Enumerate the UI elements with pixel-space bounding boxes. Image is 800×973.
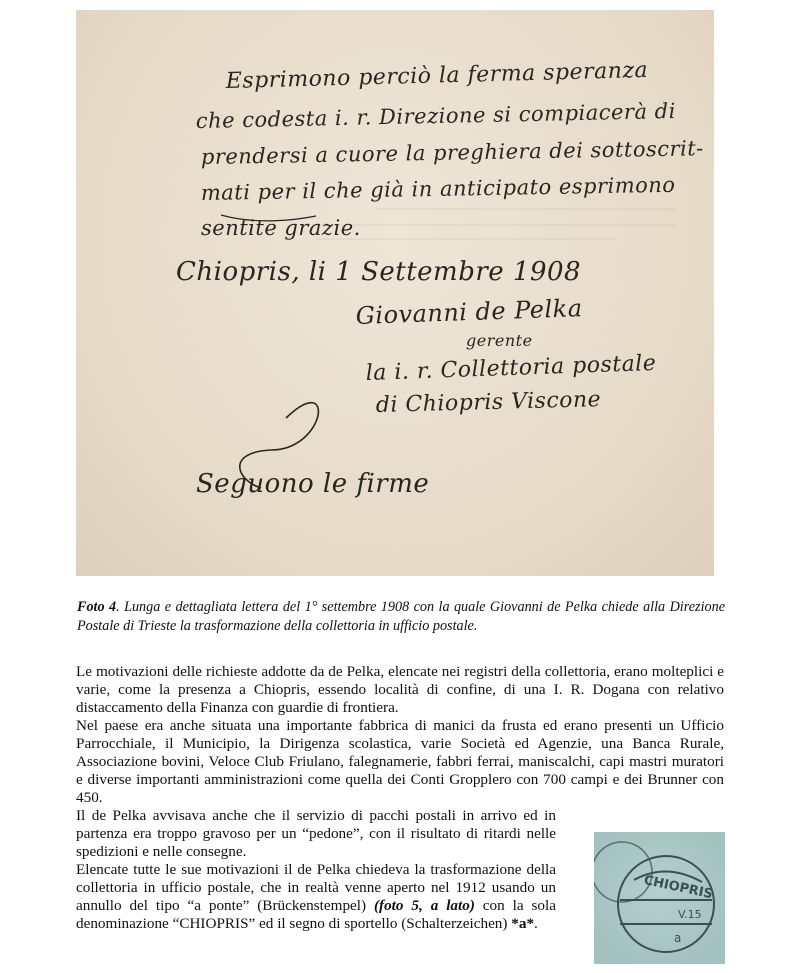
signature-office: la i. r. Collettoria postale <box>365 350 657 386</box>
postmark-photo <box>594 832 725 964</box>
paragraph-4-text-b: con la sola denominazione “CHIOPRIS” ed il segno di sportello (Schalterzeichen) <box>76 897 556 932</box>
paragraph-3: Il de Pelka avvisava anche che il servizio di pacchi postali in arrivo ed in partenza era troppo gravoso per un “pedone”, con il risultato di ritardi nelle spedizioni e nelle consegne. <box>76 807 556 860</box>
postmark-name: CHIOPRIS <box>642 872 714 903</box>
photo-reference: (foto 5, a lato) <box>373 897 475 914</box>
handwriting <box>76 10 714 576</box>
paragraph-1: Le motivazioni delle richieste addotte da de Pelka, elencate nei registri della collettoria, erano molteplici e varie, come la presenza a Chiopris, essendo località di confine, di una I. R. Dogana con relativo distaccamento della Finanza con guardie di frontiera. <box>76 663 724 716</box>
postmark-drawing <box>594 832 725 964</box>
paragraph-4-end: . <box>534 915 538 932</box>
paragraph-2: Nel paese era anche situata una importante fabbrica di manici da frusta ed erano presenti un Ufficio Parrocchiale, il Municipio, la Dirigenza scolastica, varie Società ed Agenzie, una Banca Rurale, Associazione bovini, Veloce Club Friulano, falegnamerie, fabbri ferrai, maniscalchi, capi mastri muratori e diverse importanti amministrazioni come quella dei Conti Gropplero con 700 campi e dei Brunner con 450. <box>76 717 724 806</box>
letter-date: Chiopris, li 1 Settembre 1908 <box>176 257 582 287</box>
letter-line-5: sentite grazie. <box>201 216 361 240</box>
postmark-date: V.15 <box>678 908 702 921</box>
letter-closing: Seguono le firme <box>196 469 430 499</box>
paragraph-4-text-a: Elencate tutte le sue motivazioni il de Pelka chiedeva la trasformazione della collettoria in ufficio postale, che in realtà venne aperto nel 1912 usando un annullo del tipo “a ponte” (Brückenstempel) <box>76 861 556 914</box>
postmark-letter: a <box>674 931 682 945</box>
signature-role: gerente <box>466 331 533 350</box>
signature-name: Giovanni de Pelka <box>355 294 583 330</box>
photo-caption <box>77 598 725 636</box>
letter-line-4: mati per il che già in anticipato esprimono <box>200 172 676 205</box>
letter-line-3: prendersi a cuore la preghiera dei sottoscrit- <box>200 136 704 169</box>
counter-mark: *a* <box>511 915 535 932</box>
paragraph-4 <box>76 861 556 933</box>
caption-label: Foto 4 <box>77 599 117 615</box>
letter-line-1: Esprimono perciò la ferma speranza <box>225 57 649 94</box>
letter-line-2: che codesta i. r. Direzione si compiacerà di <box>195 98 677 133</box>
caption-text: . Lunga e dettagliata lettera del 1° settembre 1908 con la quale Giovanni de Pelka chiede alla Direzione Postale di Trieste la trasformazione della collettoria in ufficio postale. <box>77 599 725 634</box>
signature-place: di Chiopris Viscone <box>375 387 602 418</box>
letter-photo <box>76 10 714 576</box>
